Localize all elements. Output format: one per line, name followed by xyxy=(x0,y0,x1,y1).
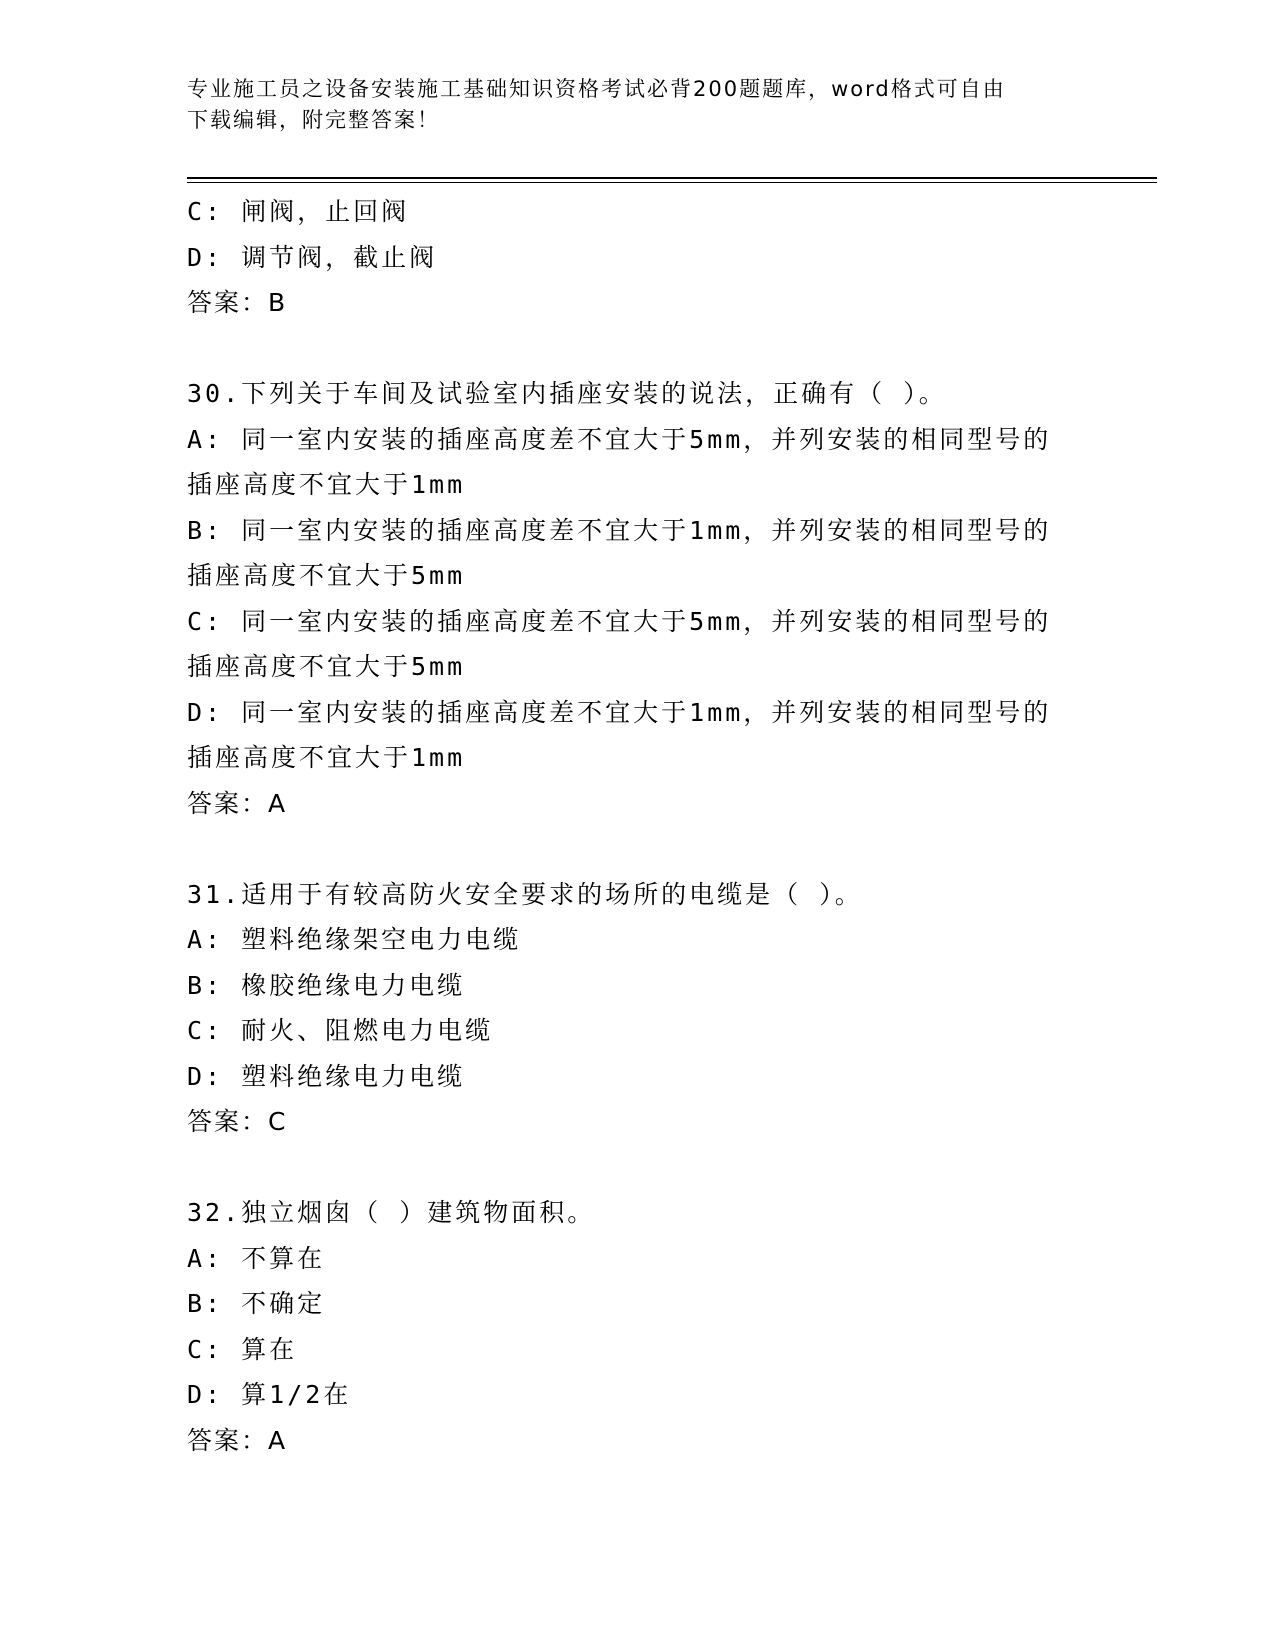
header-title-line-1: 专业施工员之设备安装施工基础知识资格考试必背200题题库，word格式可自由 xyxy=(187,77,1006,101)
option-a: A: 塑料绝缘架空电力电缆 xyxy=(187,925,522,954)
header-divider-thick xyxy=(187,177,1157,179)
question-list xyxy=(187,189,1087,1463)
question-stem: 30.下列关于车间及试验室内插座安装的说法，正确有（ ）。 xyxy=(187,379,947,408)
option-b: B: 同一室内安装的插座高度差不宜大于1mm，并列安装的相同型号的 xyxy=(187,515,1052,545)
option-c: C: 算在 xyxy=(187,1334,298,1364)
question-block-30 xyxy=(187,371,1087,826)
option-b: B: 不确定 xyxy=(187,1289,326,1318)
option-d: D: 算1/2在 xyxy=(187,1380,352,1409)
option-c: C: 耐火、阻燃电力电缆 xyxy=(187,1016,494,1045)
spacer xyxy=(187,1145,1087,1191)
answer-line: 答案：A xyxy=(187,1425,288,1455)
option-c: C: 同一室内安装的插座高度差不宜大于5mm，并列安装的相同型号的 xyxy=(187,606,1052,636)
spacer xyxy=(187,826,1087,872)
header-divider-thin xyxy=(187,182,1157,183)
question-stem: 31.适用于有较高防火安全要求的场所的电缆是（ ）。 xyxy=(187,879,863,909)
option-d-continued: 插座高度不宜大于1mm xyxy=(187,743,466,772)
answer-line: 答案：B xyxy=(187,288,288,317)
option-b: B: 橡胶绝缘电力电缆 xyxy=(187,970,466,1000)
question-block-prev xyxy=(187,189,1087,326)
option-d: D: 塑料绝缘电力电缆 xyxy=(187,1061,466,1091)
option-d: D: 调节阀，截止阀 xyxy=(187,242,438,272)
question-block-32 xyxy=(187,1190,1087,1463)
option-c: C: 闸阀，止回阀 xyxy=(187,197,410,226)
spacer xyxy=(187,326,1087,372)
option-b-continued: 插座高度不宜大于5mm xyxy=(187,561,466,590)
question-stem: 32.独立烟囱（ ）建筑物面积。 xyxy=(187,1198,596,1227)
option-c-continued: 插座高度不宜大于5mm xyxy=(187,652,466,681)
header-title-line-2: 下载编辑，附完整答案！ xyxy=(187,108,440,132)
option-d: D: 同一室内安装的插座高度差不宜大于1mm，并列安装的相同型号的 xyxy=(187,697,1052,727)
option-a: A: 不算在 xyxy=(187,1243,326,1273)
option-a: A: 同一室内安装的插座高度差不宜大于5mm，并列安装的相同型号的 xyxy=(187,424,1052,454)
answer-line: 答案：A xyxy=(187,788,288,818)
question-block-31 xyxy=(187,872,1087,1145)
answer-line: 答案：C xyxy=(187,1107,288,1136)
option-a-continued: 插座高度不宜大于1mm xyxy=(187,470,466,499)
document-header xyxy=(187,74,1067,136)
